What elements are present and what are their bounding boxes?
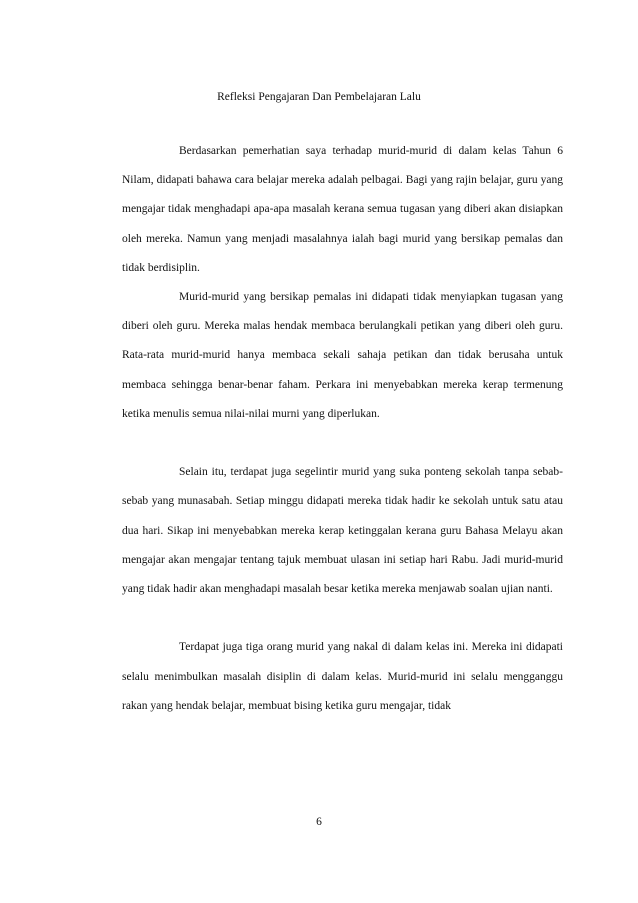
document-title: Refleksi Pengajaran Dan Pembelajaran Lalu	[217, 91, 421, 103]
paragraph-2: Murid-murid yang bersikap pemalas ini didapati tidak menyiapkan tugasan yang diberi oleh guru. Mereka malas hendak membaca berulangkali petikan yang diberi oleh guru. Rata-rata murid-murid hanya membaca sekali sahaja petikan dan tidak berusaha untuk membaca sehingga benar-benar faham. Perkara ini menyebabkan mereka kerap termenung ketika menulis semua nilai-nilai murni yang diperlukan.	[122, 291, 563, 420]
paragraph-4: Terdapat juga tiga orang murid yang nakal di dalam kelas ini. Mereka ini didapati selalu menimbulkan masalah disiplin di dalam kelas. Murid-murid ini selalu mengganggu rakan yang hendak belajar, membuat bising ketika guru mengajar, tidak	[122, 641, 563, 712]
paragraph-spacer	[122, 429, 563, 458]
page-number: 6	[316, 816, 322, 828]
paragraph-spacer	[122, 604, 563, 633]
paragraph-3: Selain itu, terdapat juga segelintir murid yang suka ponteng sekolah tanpa sebab-sebab yang munasabah. Setiap minggu didapati mereka tidak hadir ke sekolah untuk satu atau dua hari. Sikap ini menyebabkan mereka kerap ketinggalan kerana guru Bahasa Melayu akan mengajar akan mengajar tentang tajuk membuat ulasan ini setiap hari Rabu. Jadi murid-murid yang tidak hadir akan menghadapi masalah besar ketika mereka menjawab soalan ujian nanti.	[122, 466, 563, 596]
paragraph-1: Berdasarkan pemerhatian saya terhadap murid-murid di dalam kelas Tahun 6 Nilam, didapati bahawa cara belajar mereka adalah pelbagai. Bagi yang rajin belajar, guru yang mengajar tidak menghadapi apa-apa masalah kerana semua tugasan yang diberi akan disiapkan oleh mereka. Namun yang menjadi masalahnya ialah bagi murid yang bersikap pemalas dan tidak berdisiplin.	[122, 145, 563, 274]
document-body	[122, 137, 563, 721]
